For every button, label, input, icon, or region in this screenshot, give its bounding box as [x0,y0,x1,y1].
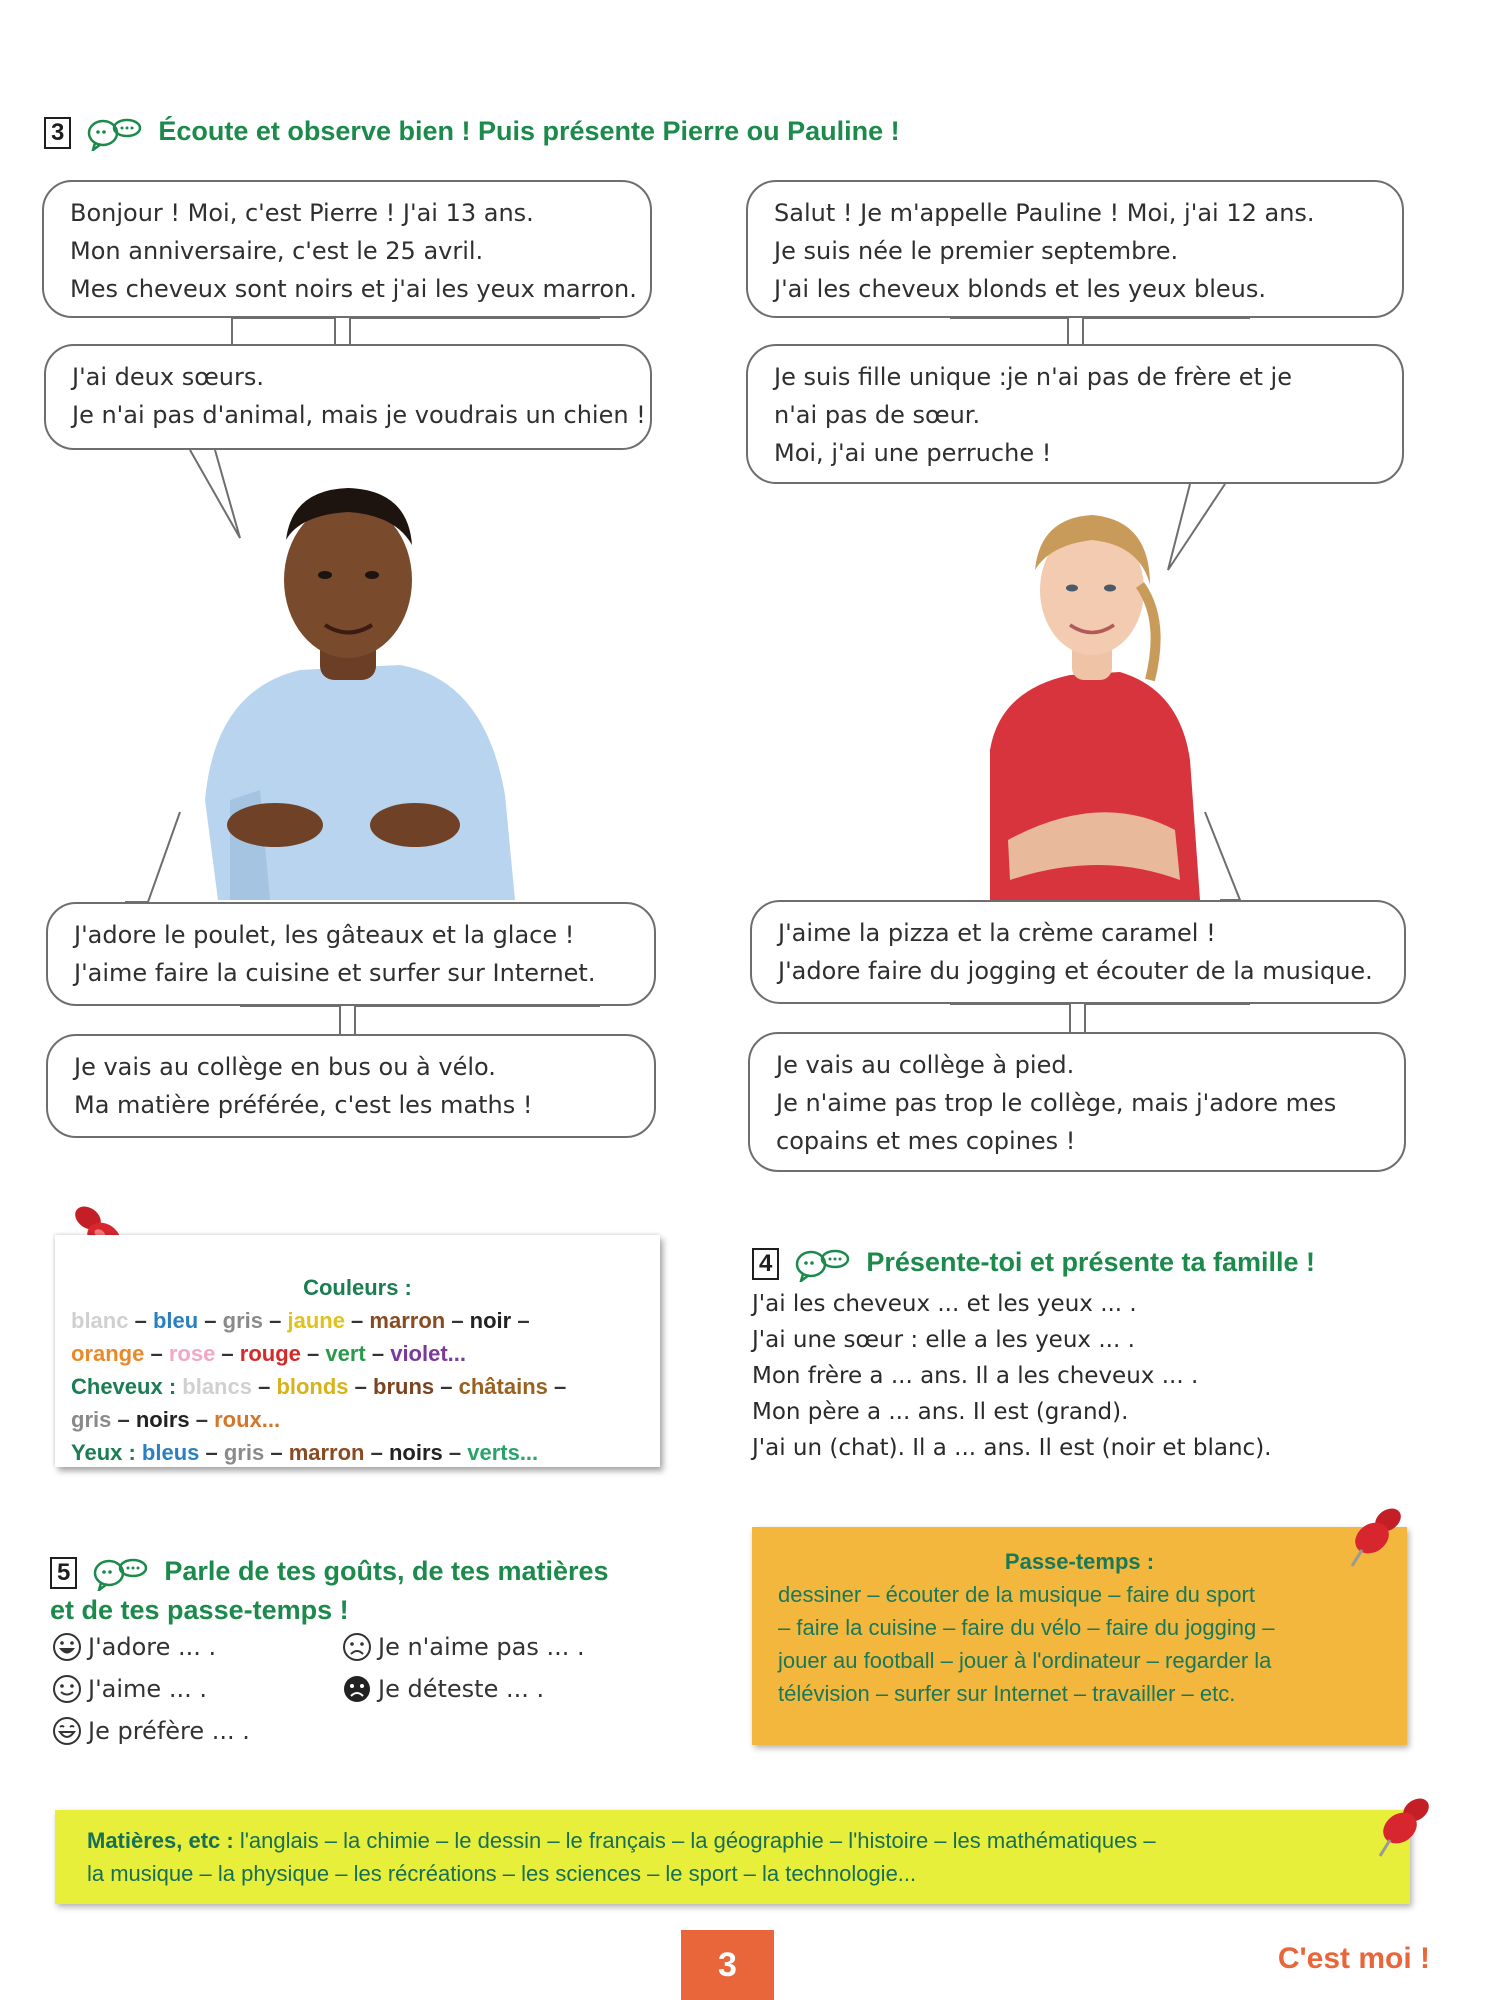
prompt-line: J'ai les cheveux ... et les yeux ... . [752,1291,1137,1317]
adore-label: J'adore ... . [88,1633,217,1661]
cheveux-line [71,1370,644,1403]
color-word: Yeux : [71,1440,142,1465]
pierre-photo [205,488,515,900]
yeux-line [71,1436,644,1469]
exercise-number: 4 [752,1248,779,1280]
cheveux-line-2 [71,1403,644,1436]
color-word: bleus [141,1440,200,1465]
color-word: – [215,1341,240,1366]
speech-bubbles-icon [91,1555,149,1591]
color-word: – [442,1440,468,1465]
exercise-4-lines [752,1286,1271,1466]
color-word: – [199,1440,224,1465]
color-word: rose [168,1341,216,1366]
color-word: vert [325,1341,366,1366]
bubble-line: J'adore faire du jogging et écouter de la musique. [778,957,1373,985]
exercise-title-line-1: Parle de tes goûts, de tes matières [164,1556,609,1586]
color-word: – [300,1341,326,1366]
prompt-line: Mon frère a ... ans. Il a les cheveux ... . [752,1363,1199,1389]
bubble-line: Je n'ai pas d'animal, mais je voudrais un chien ! [72,401,646,429]
bubble-line: J'aime faire la cuisine et surfer sur Internet. [74,959,596,987]
exercise-number: 5 [50,1557,77,1589]
color-word: – [111,1407,136,1432]
color-word: blonds [276,1374,349,1399]
page-number: 3 [681,1930,774,2000]
speech-bubbles-icon [793,1246,851,1282]
couleurs-line-1 [71,1304,644,1337]
color-word: violet... [390,1341,466,1366]
laughing-face-icon [52,1632,82,1662]
bubble-line: Bonjour ! Moi, c'est Pierre ! J'ai 13 ans. [70,199,534,227]
color-word: verts... [467,1440,539,1465]
color-word: – [128,1308,153,1333]
color-word: – [263,1308,288,1333]
grinning-face-icon [52,1716,82,1746]
passe-temps-line: télévision – surfer sur Internet – travailler – etc. [778,1681,1236,1706]
deteste-label: Je déteste ... . [378,1675,545,1703]
likes-column-right [342,1626,585,1710]
color-word: – [264,1440,289,1465]
color-word: noirs [135,1407,190,1432]
couleurs-note [55,1235,660,1467]
passe-temps-note [752,1527,1407,1745]
color-word: – [144,1341,169,1366]
matieres-note [55,1810,1410,1904]
bubble-line: Je suis fille unique :je n'ai pas de frère et je [774,363,1292,391]
color-word: – [364,1440,389,1465]
matieres-line-1 [87,1824,1378,1857]
red-pushpin-icon [1366,1792,1436,1862]
couleurs-title: Couleurs : [303,1275,412,1300]
bubble-line: Mon anniversaire, c'est le 25 avril. [70,237,484,265]
color-word: blancs [182,1374,252,1399]
naime-pas-label: Je n'aime pas ... . [378,1633,585,1661]
color-word: noirs [388,1440,443,1465]
smiling-face-icon [52,1674,82,1704]
passe-temps-line: – faire la cuisine – faire du vélo – faire du jogging – [778,1615,1275,1640]
color-word: – [547,1374,567,1399]
bubble-line: Je vais au collège en bus ou à vélo. [74,1053,496,1081]
prefere-label: Je préfère ... . [88,1717,250,1745]
color-word: gris [223,1440,265,1465]
matieres-list-2: la musique – la physique – les récréations – les sciences – le sport – la technologie... [87,1861,917,1886]
exercise-5-header [50,1552,609,1629]
passe-temps-line: dessiner – écouter de la musique – faire du sport [778,1582,1255,1607]
bubble-line: Je vais au collège à pied. [776,1051,1075,1079]
bubble-line: Je n'aime pas trop le collège, mais j'adore mes [776,1089,1337,1117]
color-word: – [189,1407,215,1432]
bubble-line: Mes cheveux sont noirs et j'ai les yeux marron. [70,275,637,303]
color-word: marron [369,1308,446,1333]
pauline-photo [990,515,1200,900]
bubble-line: n'ai pas de sœur. [774,401,981,429]
exercise-title-line-2: et de tes passe-temps ! [50,1594,349,1625]
angry-face-icon [342,1674,372,1704]
bubble-line: Moi, j'ai une perruche ! [774,439,1052,467]
color-word: bruns [373,1374,435,1399]
bubble-line: J'ai deux sœurs. [72,363,264,391]
smiley-row [52,1710,250,1752]
exercise-title: Écoute et observe bien ! Puis présente Pierre ou Pauline ! [158,116,900,147]
color-word: – [511,1308,530,1333]
color-word: jaune [287,1308,345,1333]
color-word: roux... [214,1407,281,1432]
color-word: – [445,1308,470,1333]
passe-temps-line: jouer au football – jouer à l'ordinateur – regarder la [778,1648,1272,1673]
smiley-row [342,1668,585,1710]
bubble-line: Salut ! Je m'appelle Pauline ! Moi, j'ai 12 ans. [774,199,1315,227]
color-word: noir [469,1308,512,1333]
color-word: – [344,1308,370,1333]
matieres-label: Matières, etc : [87,1828,234,1853]
prompt-line: J'ai une sœur : elle a les yeux ... . [752,1327,1135,1353]
color-word: – [434,1374,459,1399]
color-word: – [348,1374,374,1399]
color-word: – [198,1308,223,1333]
bubble-line: J'aime la pizza et la crème caramel ! [778,919,1216,947]
bubble-line: J'ai les cheveux blonds et les yeux bleus. [774,275,1266,303]
bubble-line: Ma matière préférée, c'est les maths ! [74,1091,533,1119]
exercise-number: 3 [44,117,71,149]
matieres-list-1: l'anglais – la chimie – le dessin – le français – la géographie – l'histoire – les mathématiques – [233,1828,1156,1853]
color-word: gris [222,1308,263,1333]
color-word: Cheveux : [71,1374,183,1399]
bubble-line: Je suis née le premier septembre. [774,237,1179,265]
color-word: châtains [458,1374,548,1399]
smiley-row [52,1668,250,1710]
section-title: C'est moi ! [1277,1942,1430,1975]
color-word: blanc [71,1308,129,1333]
prompt-line: J'ai un (chat). Il a ... ans. Il est (noir et blanc). [752,1435,1272,1461]
color-word: orange [71,1341,145,1366]
smiley-row [52,1626,250,1668]
color-word: bleu [152,1308,199,1333]
color-word: – [365,1341,391,1366]
aime-label: J'aime ... . [88,1675,207,1703]
red-pushpin-icon [1338,1502,1408,1572]
prompt-line: Mon père a ... ans. Il est (grand). [752,1399,1129,1425]
exercise-title: Présente-toi et présente ta famille ! [866,1247,1316,1278]
color-word: rouge [239,1341,301,1366]
smiley-row [342,1626,585,1668]
passe-temps-title: Passe-temps : [1004,1549,1155,1574]
frowning-face-icon [342,1632,372,1662]
exercise-4-header [752,1246,1315,1282]
likes-column-left [52,1626,250,1752]
color-word: gris [71,1407,112,1432]
color-word: – [251,1374,277,1399]
bubble-line: copains et mes copines ! [776,1127,1076,1155]
couleurs-line-2 [71,1337,644,1370]
bubble-line: J'adore le poulet, les gâteaux et la glace ! [74,921,575,949]
color-word: marron [288,1440,365,1465]
